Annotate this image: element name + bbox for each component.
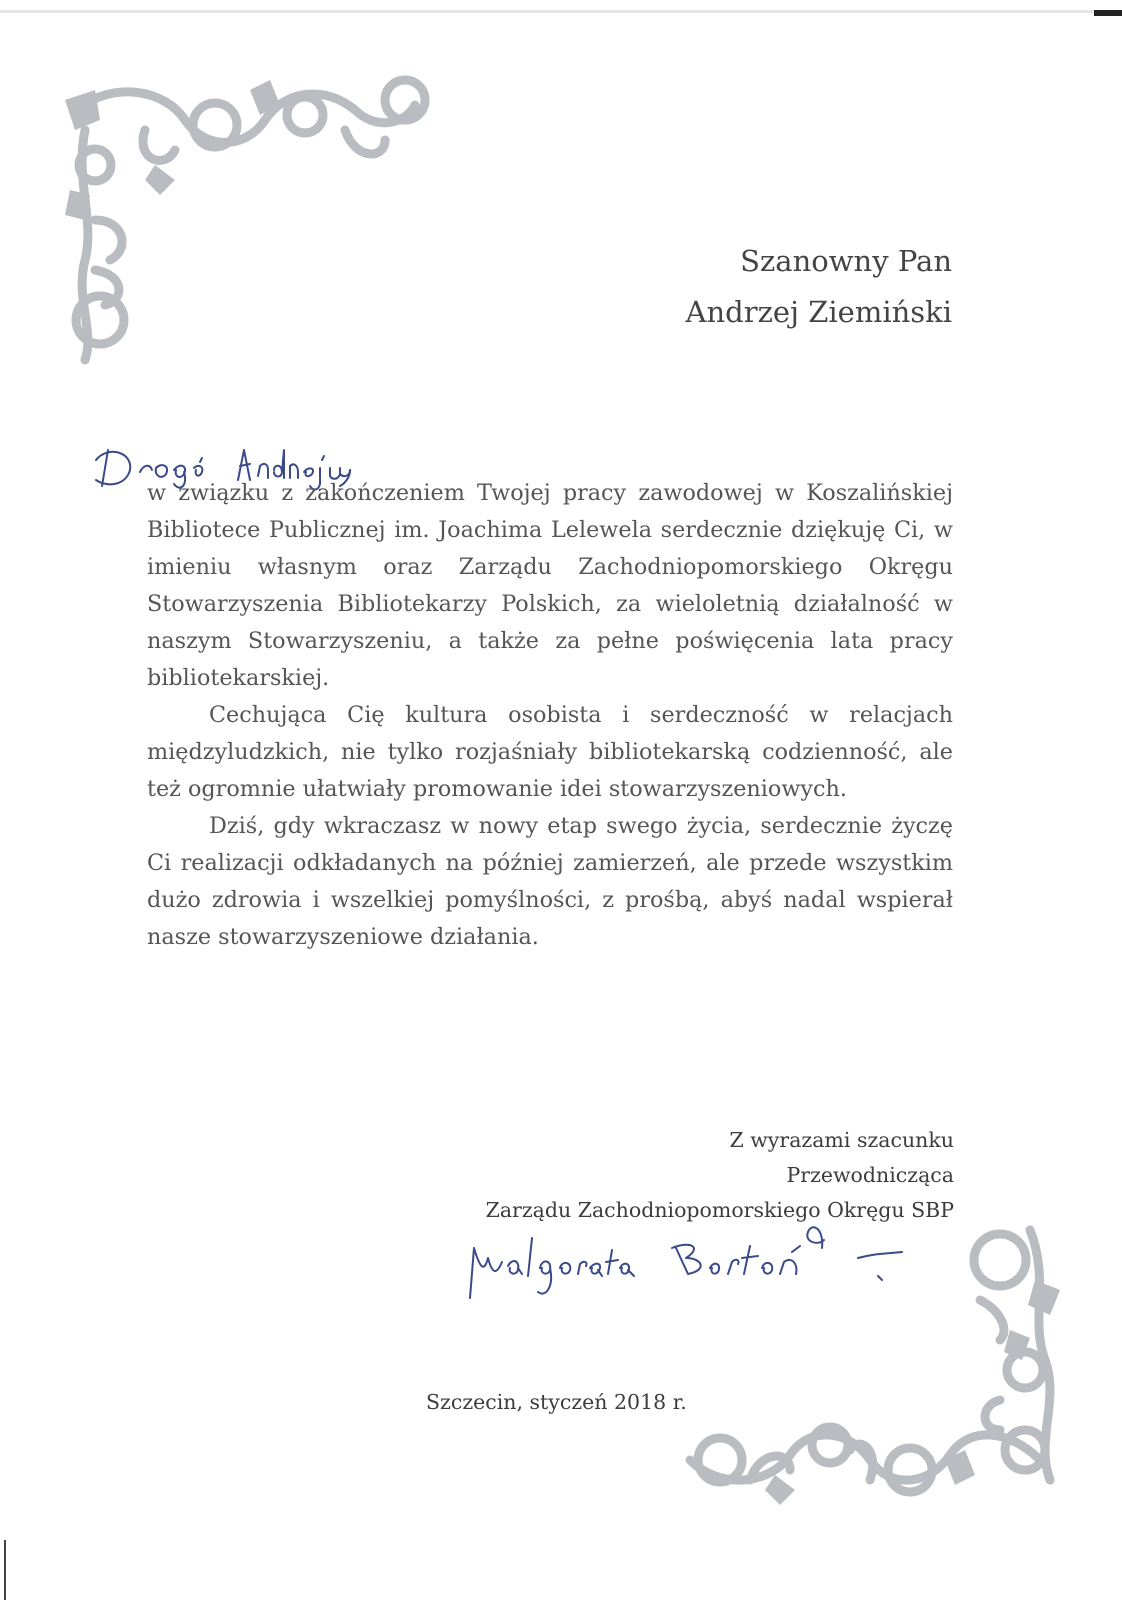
corner-ornament-top-left <box>55 70 435 370</box>
body-paragraph: w związku z zakończeniem Twojej pracy zawodowej w Koszalińskiej Bibliotece Publicznej im. Joachima Lelewela serdecznie dziękuję Ci, w imieniu własnym oraz Zarządu Zachodniopomorskiego Okręgu Stowarzyszenia Bibliotekarzy Polskich, za wieloletnią działalność w naszym Stowarzyszeniu, a także za pełne poświęcenia lata pracy bibliotekarskiej. <box>147 480 953 691</box>
closing-regards: Z wyrazami szacunku <box>729 1128 954 1152</box>
recipient-title: Szanowny Pan <box>740 244 952 278</box>
corner-ornament-bottom-right <box>680 1220 1080 1520</box>
body-paragraph: Cechująca Cię kultura osobista i serdeczność w relacjach międzyludzkich, nie tylko rozjaśniały bibliotekarską codzienność, ale też ogromnie ułatwiały promowanie idei stowarzyszeniowych. <box>147 702 953 802</box>
body-paragraph: Dziś, gdy wkraczasz w nowy etap swego życia, serdecznie życzę Ci realizacji odkładanych na później zamierzeń, ale przede wszystkim dużo zdrowia i wszelkiej pomyślności, z prośbą, abyś nadal wspierał nasze stowarzyszeniowe działania. <box>147 813 953 950</box>
scan-top-edge <box>0 10 1122 13</box>
closing-position: Przewodnicząca <box>786 1163 954 1187</box>
place-and-date: Szczecin, styczeń 2018 r. <box>426 1390 687 1414</box>
letter-body <box>147 475 953 956</box>
scan-left-mark <box>4 1540 6 1600</box>
recipient-name: Andrzej Ziemiński <box>685 295 952 329</box>
scan-corner-mark <box>1094 10 1122 16</box>
closing-organization: Zarządu Zachodniopomorskiego Okręgu SBP <box>485 1198 954 1222</box>
